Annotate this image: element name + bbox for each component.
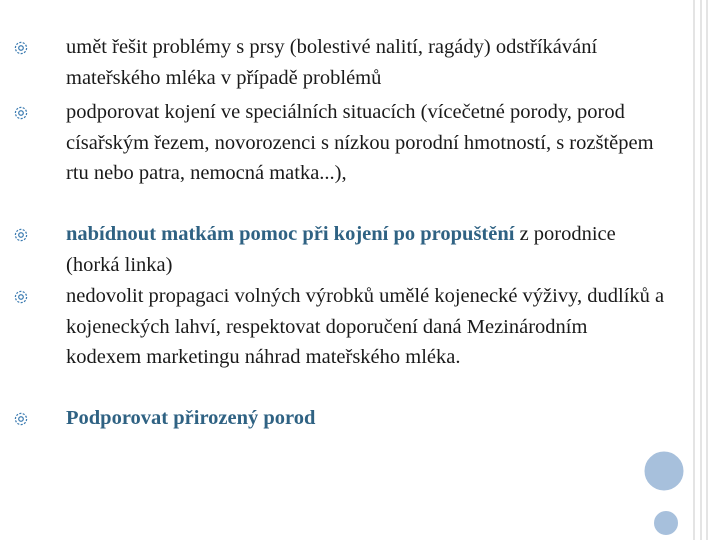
bullet-text-emphasis: nabídnout matkám pomoc při kojení po propuštění [66, 223, 515, 245]
bullet-text-emphasis: Podporovat přirozený porod [66, 407, 316, 429]
gear-bullet-icon [14, 412, 28, 426]
bullet-text: podporovat kojení ve speciálních situacích (vícečetné porody, porod císařským řezem, novorozenci s nízkou porodní hmotností, s rozštěpem rtu nebo patra, nemocná matka...), [66, 101, 654, 184]
bullet-item [0, 403, 666, 434]
bullet-text: nedovolit propagaci volných výrobků umělé kojenecké výživy, dudlíků a kojeneckých lahví, respektovat doporučení daná Mezinárodním kodexem marketingu náhrad mateřského mléka. [66, 285, 665, 368]
gear-bullet-icon [14, 106, 28, 120]
bullet-text: z porodnice (horká linka) [66, 223, 616, 276]
gear-bullet-icon [14, 41, 28, 55]
decorative-circle-large [643, 450, 685, 492]
bullet-item [0, 219, 666, 280]
bullet-item [0, 32, 666, 93]
decorative-circle-small [653, 510, 679, 536]
bullet-item [0, 281, 666, 373]
gear-bullet-icon [14, 228, 28, 242]
gear-bullet-icon [14, 290, 28, 304]
bullet-item [0, 97, 666, 189]
bullet-text: umět řešit problémy s prsy (bolestivé nalití, ragády) odstříkávání mateřského mléka v případě problémů [66, 36, 598, 89]
